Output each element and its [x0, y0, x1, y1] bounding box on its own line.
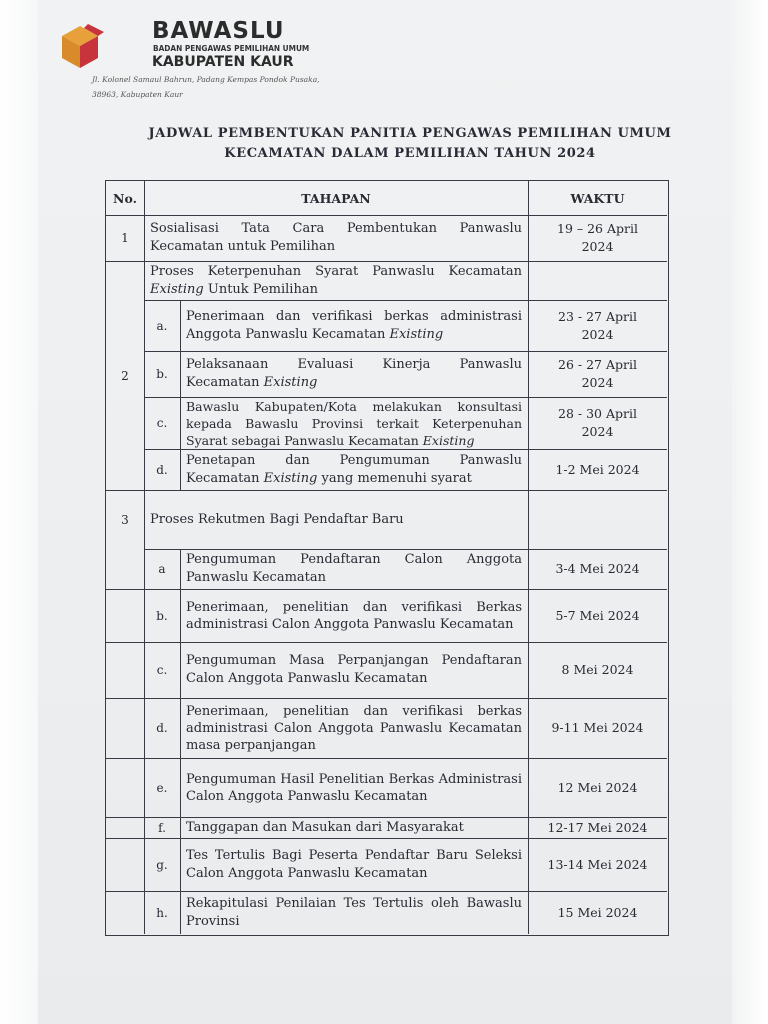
- sub-letter: c.: [156, 663, 168, 677]
- sub-date: [528, 549, 667, 589]
- sub-date: [528, 698, 667, 758]
- sub-text: [180, 449, 528, 490]
- address-line-1: Jl. Kolonel Samaul Bahrun, Padang Kempas Pondok Pusaka,: [92, 75, 320, 84]
- stage-date-content: 19 – 26 April 2024: [557, 221, 638, 254]
- sub-letter: a.: [156, 318, 168, 333]
- sub-letter: c.: [156, 416, 168, 430]
- sub-date-content: 23 - 27 April 2024: [558, 308, 637, 342]
- text-part: Pelaksanaan Evaluasi Kinerja Panwaslu Kecamatan: [186, 357, 522, 390]
- sub-date-content: 8 Mei 2024: [561, 662, 634, 677]
- sub-text-content: Pengumuman Hasil Penelitian Berkas Administrasi Calon Anggota Panwaslu Kecamatan: [186, 771, 522, 804]
- text-part: Bawaslu Kabupaten/Kota melakukan konsultasi kepada Bawaslu Provinsi terkait Keterpenuhan Syarat sebagai Panwaslu Kecamatan: [186, 398, 522, 448]
- row-number: 3: [121, 512, 129, 527]
- header-no: No.: [113, 190, 137, 206]
- document-title: [90, 124, 730, 164]
- sub-text: [180, 549, 528, 589]
- stage-text: [144, 490, 528, 549]
- sub-letter: f.: [158, 820, 166, 835]
- org-region: KABUPATEN KAUR: [152, 54, 294, 70]
- sub-letter: e.: [156, 780, 168, 795]
- sub-date-content: 15 Mei 2024: [557, 904, 638, 920]
- row-number: 1: [121, 231, 129, 245]
- background-left: [0, 0, 38, 1024]
- sub-text: [180, 300, 528, 351]
- sub-letter: b.: [156, 608, 168, 623]
- stage-text: [144, 215, 528, 261]
- title-line-1: JADWAL PEMBENTUKAN PANITIA PENGAWAS PEMILIHAN UMUM: [148, 126, 672, 141]
- text-part: yang memenuhi syarat: [317, 470, 472, 486]
- sub-letter: d.: [156, 462, 168, 477]
- sub-text-content: Penerimaan, penelitian dan verifikasi Berkas administrasi Calon Anggota Panwaslu Kecamatan: [186, 599, 522, 632]
- sub-text: [180, 642, 528, 698]
- sub-date: [528, 758, 667, 817]
- sub-date-content: 26 - 27 April 2024: [558, 357, 637, 390]
- sub-letter: g.: [156, 857, 168, 872]
- sub-date-content: 3-4 Mei 2024: [555, 561, 640, 576]
- sub-text-content: [186, 452, 522, 488]
- text-italic: Existing: [263, 375, 318, 390]
- sub-text-content: [186, 308, 522, 344]
- sub-date: [528, 397, 667, 449]
- sub-text: [180, 698, 528, 758]
- org-subtitle: BADAN PENGAWAS PEMILIHAN UMUM: [153, 44, 310, 53]
- sub-text-content: Pengumuman Pendaftaran Calon Anggota Panwaslu Kecamatan: [186, 552, 522, 585]
- sub-text: [180, 589, 528, 642]
- sub-text-content: [186, 398, 522, 449]
- sub-date: [528, 589, 667, 642]
- sub-letter: a: [158, 562, 166, 576]
- sub-date: [528, 351, 667, 397]
- sub-text: [180, 397, 528, 449]
- header-waktu: WAKTU: [570, 190, 625, 206]
- sub-text: [180, 838, 528, 891]
- sub-date: [528, 449, 667, 490]
- sub-date-content: 5-7 Mei 2024: [555, 607, 640, 623]
- sub-date-content: 1-2 Mei 2024: [555, 461, 640, 477]
- org-address: [92, 72, 320, 102]
- sub-text: [180, 351, 528, 397]
- text-italic: Existing: [150, 281, 204, 297]
- sub-text-content: Pengumuman Masa Perpanjangan Pendaftaran Calon Anggota Panwaslu Kecamatan: [186, 653, 522, 686]
- text-part: Penerimaan dan verifikasi berkas administrasi Anggota Panwaslu Kecamatan: [186, 308, 522, 342]
- sub-text-content: [186, 356, 522, 392]
- sub-date-content: 28 - 30 April 2024: [558, 406, 637, 439]
- text-part: Untuk Pemilihan: [203, 281, 318, 297]
- schedule-table: [105, 180, 669, 936]
- sub-text-content: Penerimaan, penelitian dan verifikasi berkas administrasi Calon Anggota Panwaslu Kecamatan masa perpanjangan: [186, 703, 522, 753]
- address-line-2: 38963, Kabupaten Kaur: [92, 90, 183, 99]
- sub-text-content: Tanggapan dan Masukan dari Masyarakat: [186, 819, 464, 835]
- sub-letter: d.: [156, 721, 168, 735]
- sub-text: [180, 891, 528, 934]
- sub-text: [180, 817, 528, 838]
- sub-date-content: 9-11 Mei 2024: [551, 720, 644, 735]
- sub-date-content: 12-17 Mei 2024: [547, 819, 648, 835]
- stage-date: [528, 215, 667, 261]
- sub-letter: b.: [156, 367, 168, 381]
- org-name: BAWASLU: [152, 18, 285, 44]
- sub-letter: h.: [156, 905, 168, 920]
- stage-text: [144, 261, 528, 300]
- sub-date-content: 12 Mei 2024: [557, 779, 638, 795]
- text-italic: Existing: [389, 326, 444, 342]
- sub-date: [528, 300, 667, 351]
- sub-date: [528, 642, 667, 698]
- sub-date: [528, 817, 667, 838]
- text-italic: Existing: [263, 470, 318, 486]
- text-part: Penetapan dan Pengumuman Panwaslu Kecamatan: [186, 452, 522, 486]
- sub-text-content: Tes Tertulis Bagi Peserta Pendaftar Baru Seleksi Calon Anggota Panwaslu Kecamatan: [186, 847, 522, 881]
- sub-date: [528, 838, 667, 891]
- background-right: [732, 0, 768, 1024]
- sub-date: [528, 891, 667, 934]
- row-number: 2: [121, 368, 129, 383]
- stage-text-content: [150, 263, 522, 299]
- stage-text-content: Proses Rekutmen Bagi Pendaftar Baru: [150, 511, 404, 527]
- text-part: Proses Keterpenuhan Syarat Panwaslu Kecamatan: [150, 263, 522, 279]
- sub-text: [180, 758, 528, 817]
- bawaslu-logo: [58, 18, 108, 70]
- sub-text-content: Rekapitulasi Penilaian Tes Tertulis oleh Bawaslu Provinsi: [186, 895, 522, 929]
- text-italic: Existing: [422, 432, 475, 448]
- sub-date-content: 13-14 Mei 2024: [547, 856, 648, 872]
- stage-text-content: Sosialisasi Tata Cara Pembentukan Panwaslu Kecamatan untuk Pemilihan: [150, 221, 522, 254]
- title-line-2: KECAMATAN DALAM PEMILIHAN TAHUN 2024: [224, 146, 596, 161]
- header-tahapan: TAHAPAN: [301, 190, 371, 206]
